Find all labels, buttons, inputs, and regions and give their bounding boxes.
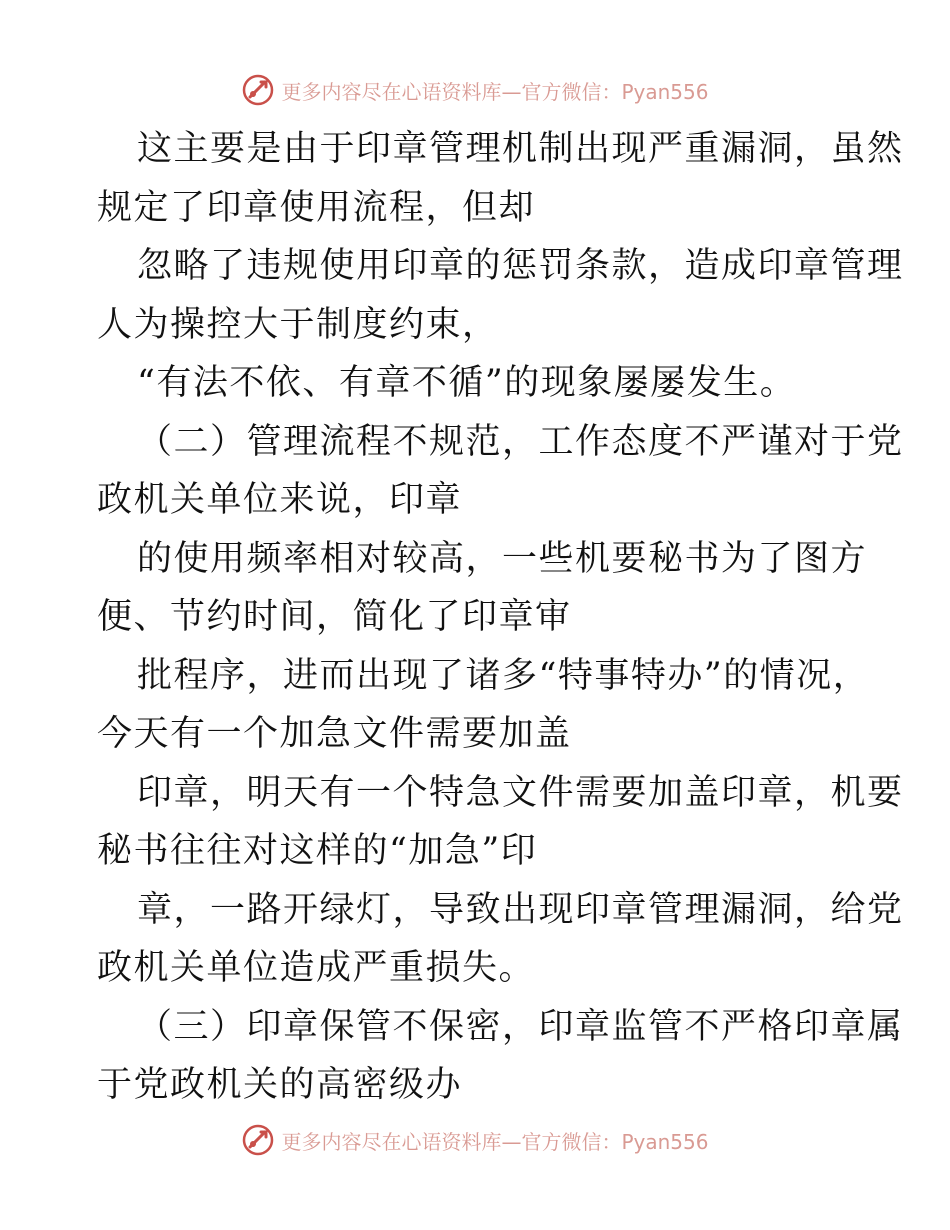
text-line: 便、节约时间，简化了印章审 [97, 597, 572, 637]
seal-logo-icon [241, 1123, 275, 1157]
watermark-text: 更多内容尽在心语资料库—官方微信：Pyan556 [281, 79, 709, 104]
text-line: 批程序，进而出现了诸多“特事特办”的情况， [137, 655, 870, 696]
text-line: 这主要是由于印章管理机制出现严重漏洞，虽然 [137, 129, 904, 169]
document-body [97, 120, 904, 1115]
text-line: 政机关单位造成严重损失。 [97, 948, 536, 988]
footer-watermark [0, 1120, 950, 1160]
text-line: 忽略了违规使用印章的惩罚条款，造成印章管理 [137, 246, 904, 286]
text-line: （三）印章保管不保密，印章监管不严格印章属 [137, 1006, 904, 1047]
text-line: 政机关单位来说，印章 [97, 480, 463, 520]
text-line: （二）管理流程不规范，工作态度不严谨对于党 [137, 421, 904, 462]
text-line: 规定了印章使用流程，但却 [97, 187, 536, 228]
text-line: 今天有一个加急文件需要加盖 [97, 714, 572, 754]
text-line: 章，一路开绿灯，导致出现印章管理漏洞，给党 [137, 889, 904, 930]
text-line: “有法不依、有章不循”的现象屡屡发生。 [137, 363, 797, 403]
text-line: 的使用频率相对较高，一些机要秘书为了图方 [137, 538, 868, 579]
text-line: 印章，明天有一个特急文件需要加盖印章，机要 [137, 772, 904, 813]
text-line: 于党政机关的高密级办 [97, 1065, 463, 1105]
text-line: 人为操控大于制度约束， [97, 304, 499, 345]
watermark-text: 更多内容尽在心语资料库—官方微信：Pyan556 [281, 1129, 709, 1154]
text-line: 秘书往往对这样的“加急”印 [97, 831, 538, 871]
seal-logo-icon [241, 73, 275, 107]
header-watermark [0, 70, 950, 110]
